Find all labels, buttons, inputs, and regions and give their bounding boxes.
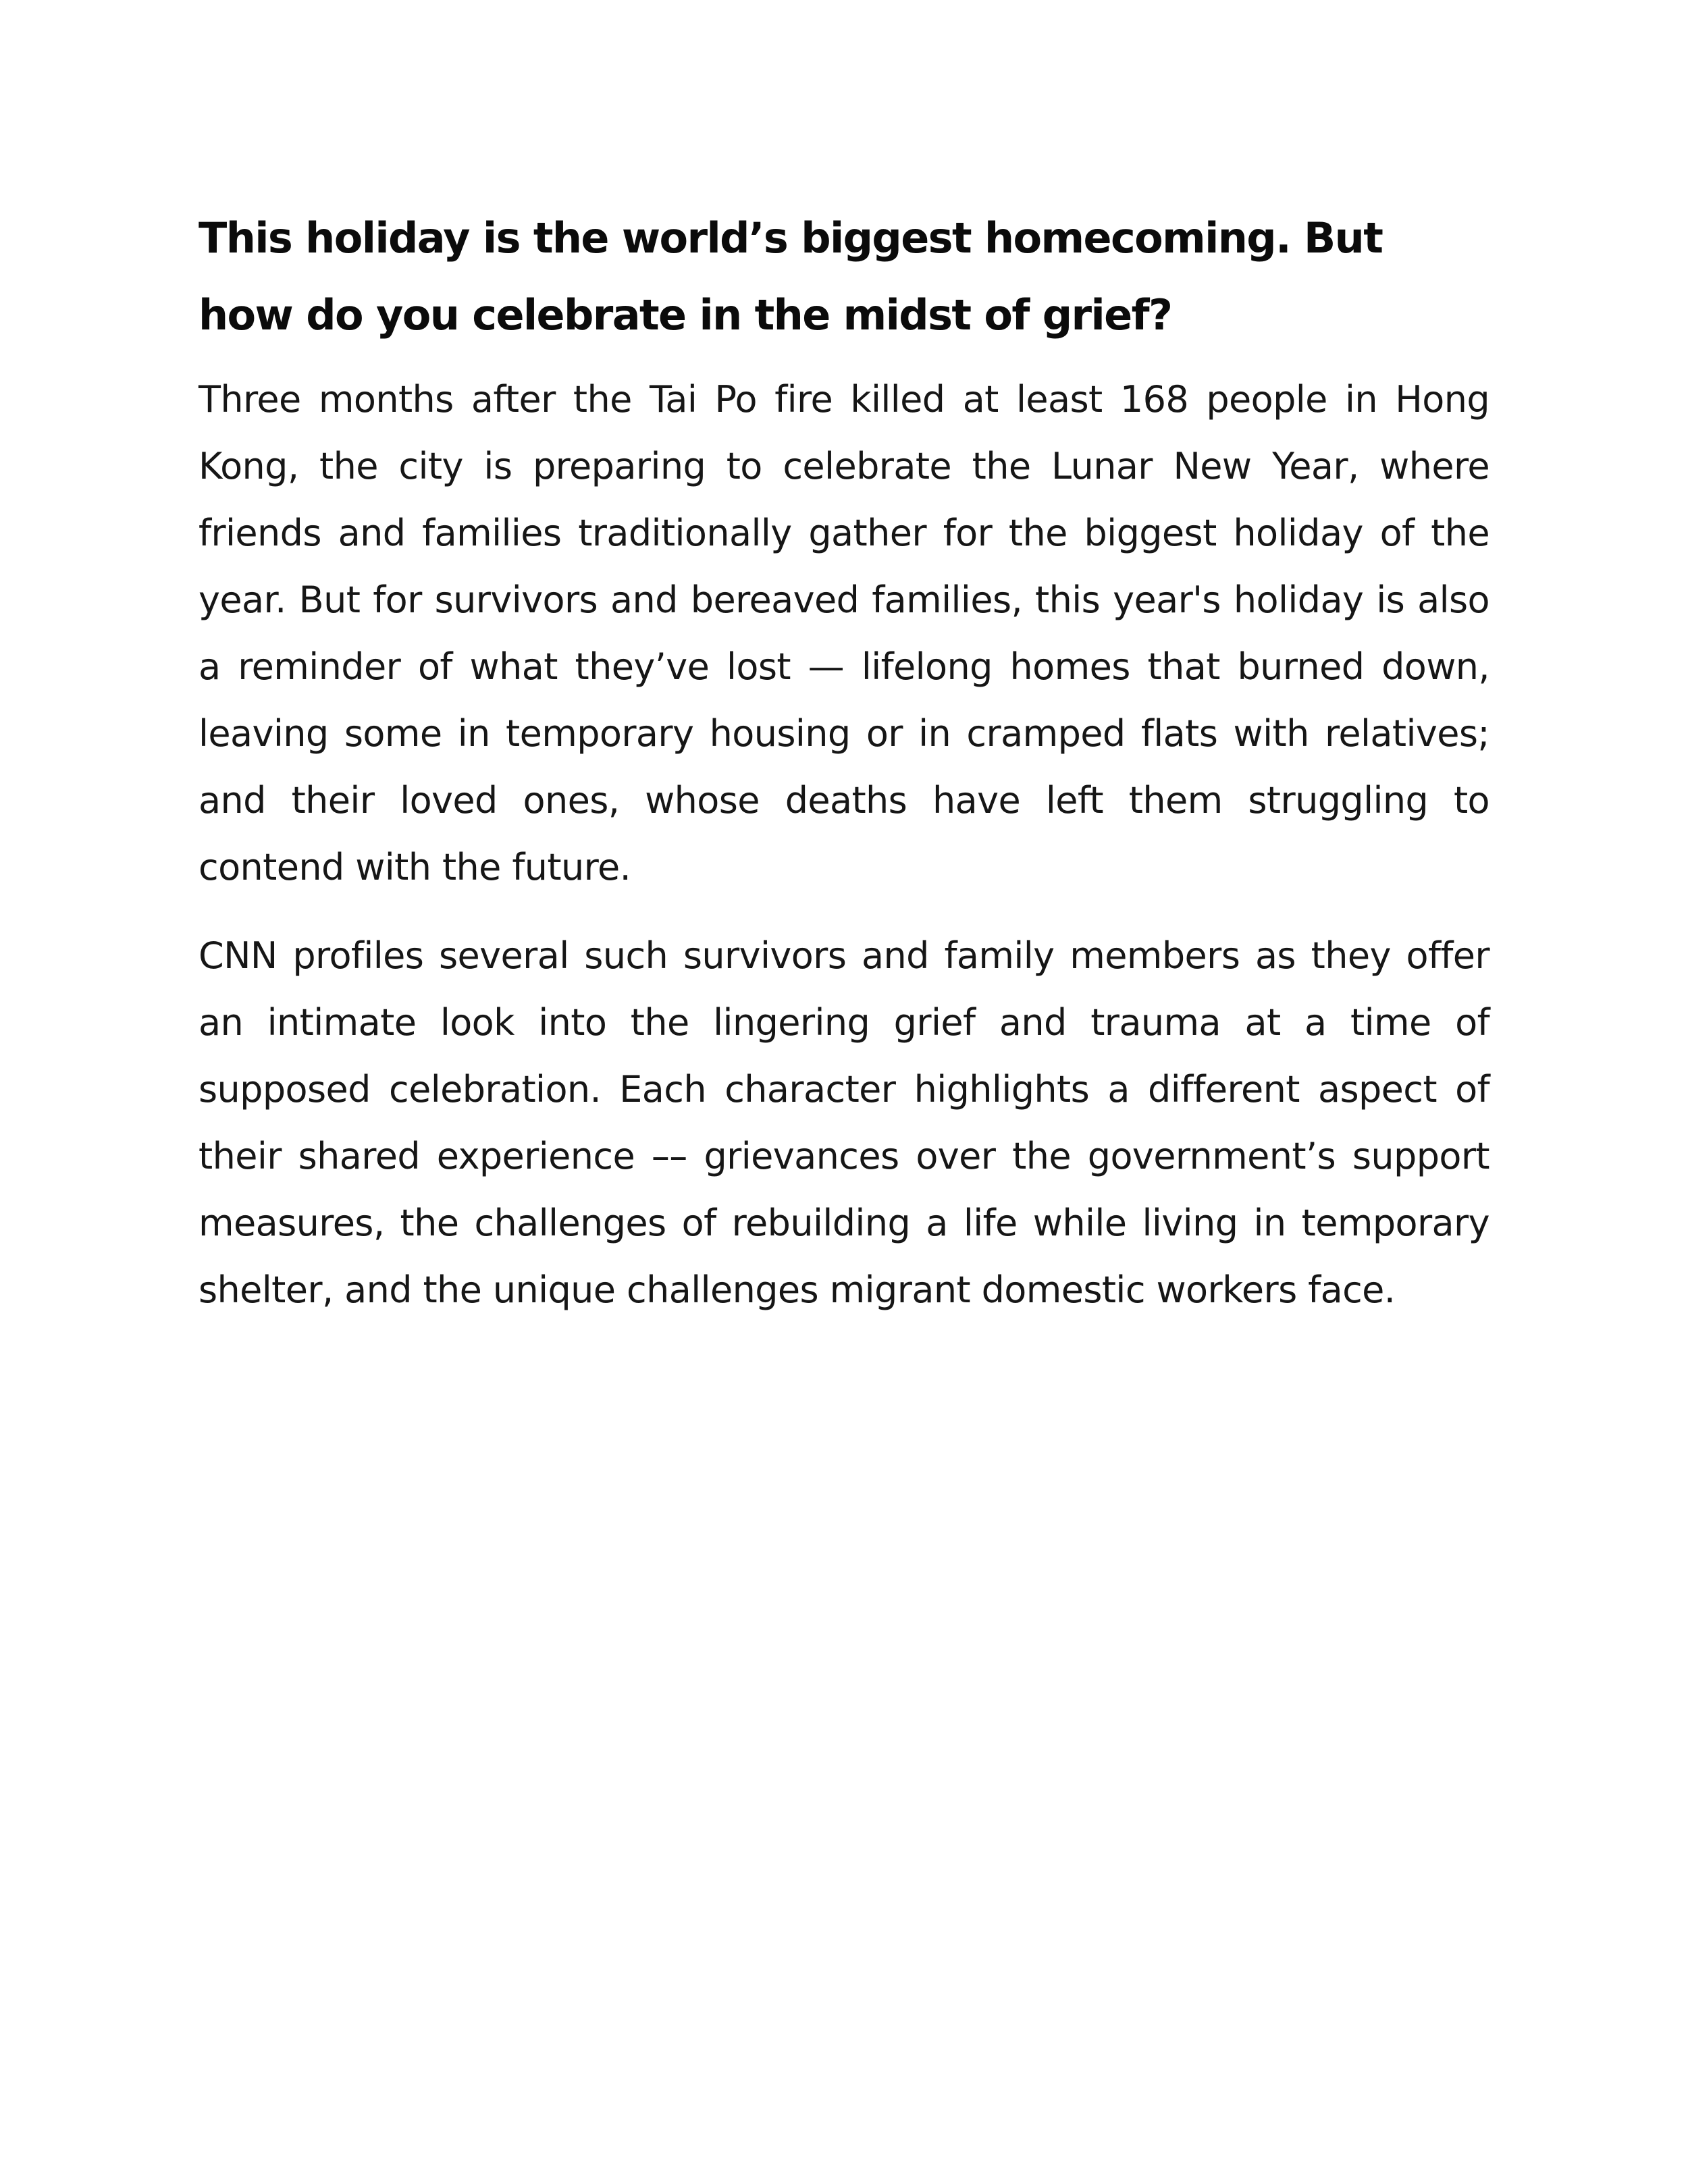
- article-headline: This holiday is the world’s biggest homecoming. But how do you celebrate in the midst of grief?: [199, 213, 1383, 340]
- article-paragraph-2: CNN profiles several such survivors and family members as they offer an intimate look into the lingering grief and trauma at a time of supposed celebration. Each character highlights a different aspect of their shared experience –– grievances over the government’s support measures, the challenges of rebuilding a life while living in temporary shelter, and the unique challenges migrant domestic workers face.: [199, 934, 1489, 1311]
- article-paragraph-1: Three months after the Tai Po fire killed at least 168 people in Hong Kong, the city is preparing to celebrate the Lunar New Year, where friends and families traditionally gather for the biggest holiday of the year. But for survivors and bereaved families, this year's holiday is also a reminder of what they’ve lost — lifelong homes that burned down, leaving some in temporary housing or in cramped flats with relatives; and their loved ones, whose deaths have left them struggling to contend with the future.: [199, 378, 1489, 888]
- article-body: [199, 200, 1489, 1323]
